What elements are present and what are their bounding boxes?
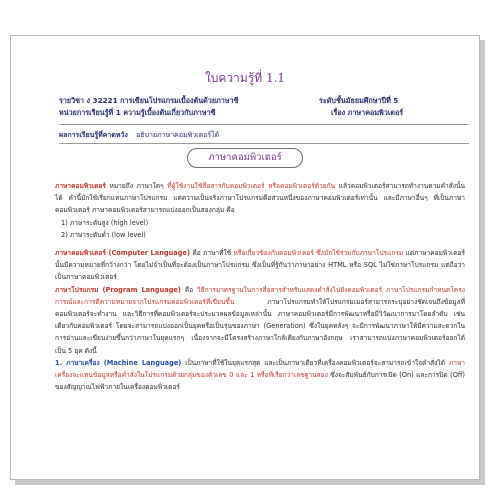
paragraph-text: ภาษาโปรแกรมทำให้โปรแกรมเมอร์สามารถระบุอย่างชัดเจนถึงข้อมูลที่คอมพิวเตอร์จะทำงาน และวิธีการที่คอมพิวเตอร์จะประมวลผลข้อมูลเหล่านั้น ภาษาคอมพิวเตอร์มีการพัฒนาหรือมีวิวัฒนาการมาโดยลำดับ เช่นเดียวกับคอมพิวเตอร์ โดยจะสามารถแบ่งออกเป็นยุคหรือเป็นรุ่นของภาษา (Generation) ซึ่งในยุคหลังๆ จะมีการพัฒนาภาษาให้มีความสะดวกในการอ่านและเขียนง่ายขึ้นกว่าภาษาในยุคแรกๆ เนื่องจากจะมีโครงสร้างภาษาใกล้เคียงกับภาษาอังกฤษ เราสามารถแบ่งภาษาคอมพิวเตอร์ออกได้เป็น 5 ยุค ดังนี้: [55, 297, 465, 355]
paragraph-definition: [33, 180, 465, 217]
document-sheet: [10, 35, 480, 480]
document-body: [33, 180, 465, 393]
paragraph-machine-language: [33, 357, 465, 394]
grade-level: ระดับชั้นมัธยมศึกษาปีที่ 5: [319, 96, 399, 105]
highlight-text: วิธีการมาตรฐานในการสื่อสารสำหรับแสดงคำสั่งไปยังคอมพิวเตอร์ ภาษาโปรแกรมกำหนดโครงการณ์และการตีความหมายจากโปรแกรมคอมพิวเตอร์ที่เขียนขึ้น: [55, 285, 465, 306]
paragraph-text: แต่ภาษาคอมพิวเตอร์นั้นมีความหมายที่กว้างกว่า โดยไม่จำเป็นที่จะต้องเป็นภาษาโปรแกรม ซึ่งเป็นที่รู้กันว่าภาษาอย่าง HTML หรือ SQL ไม่ใช่ภาษาโปรแกรม แต่ถือว่าเป็นภาษาคอมพิวเตอร์: [55, 249, 466, 282]
term-machine-language: 1. ภาษาเครื่อง (Machine Language): [55, 358, 182, 367]
term-computer-language: ภาษาคอมพิวเตอร์: [55, 182, 106, 190]
highlight-text: หรือเกี่ยวข้องกับคอมพิวเตอร์ ซึ่งมักใช้ร่วมกับภาษาโปรแกรม: [233, 249, 404, 258]
unit-row: [59, 108, 469, 119]
divider-top: [59, 124, 469, 125]
expected-outcome: [59, 130, 219, 141]
paragraph-computer-language: [33, 247, 465, 284]
list-item: 1) ภาษาระดับสูง (high level): [61, 218, 149, 227]
highlight-text: ที่ผู้ใช้งานใช้สื่อสารกับคอมพิวเตอร์ หรือคอมพิวเตอร์ด้วยกัน: [167, 182, 336, 190]
paragraph-text: เป็นภาษาที่ใช้ในยุคแรกสุด และเป็นภาษาเดียวที่เครื่องคอมพิวเตอร์จะสามารถเข้าใจคำสั่งได้: [181, 358, 449, 367]
paragraph-program-language: [33, 284, 465, 357]
document-title: ใบความรู้ที่ 1.1: [204, 71, 286, 85]
term-program-language: ภาษาโปรแกรม (Program Language): [55, 285, 181, 294]
expected-outcome-text: อธิบายภาษาคอมพิวเตอร์ได้: [136, 131, 220, 139]
subject-line: รายวิชา ง 32221 การเขียนโปรแกรมเบื้องต้นด้วยภาษาซี: [59, 96, 239, 105]
section-title: ภาษาคอมพิวเตอร์: [187, 148, 303, 168]
paragraph-text: แล้วคอมพิวเตอร์สามารถทำงานตามคำสั่งนั้นได้ คำนี้มักใช้เรียกแทนภาษาโปรแกรม แต่ความเป็นจริงภาษาโปรแกรมคือส่วนหนึ่งของภาษาคอมพิวเตอร์เท่านั้น และมีภาษาอื่นๆ ที่เป็นภาษาคอมพิวเตอร์ ภาษาคอมพิวเตอร์สามารถแบ่งออกเป็นสองกลุ่ม คือ: [55, 182, 465, 215]
paragraph-text: คือ: [180, 285, 197, 294]
expected-outcome-label: ผลการเรียนรู้ที่คาดหวัง: [59, 131, 128, 139]
list-item: 2) ภาษาระดับต่ำ (low level): [61, 230, 146, 239]
paragraph-text: ซึ่งจะสัมพันธ์กับการเปิด (On) และการปิด (Off) ของสัญญาณไฟฟ้าภายในเครื่องคอมพิวเตอร์: [55, 371, 466, 392]
term-computer-language-en: ภาษาคอมพิวเตอร์ (Computer Language): [55, 249, 190, 258]
highlight-text: ภาษาเครื่องจะแทนข้อมูลหรือคำสั่งในโปรแกรมด้วยกลุ่มของตัวเลข 0 และ 1 หรือที่เรียกว่าเลขฐานสอง: [55, 358, 465, 380]
topic-line: เรื่อง ภาษาคอมพิวเตอร์: [331, 108, 404, 117]
paragraph-text: หมายถึง ภาษาใดๆ: [105, 182, 168, 190]
paragraph-text: คือ ภาษาที่ใช้: [189, 249, 234, 258]
subject-row: [59, 96, 469, 107]
divider-bottom: [59, 143, 469, 144]
unit-line: หน่วยการเรียนรู้ที่ 1 ความรู้เบื้องต้นเกี่ยวกับภาษาซี: [59, 108, 216, 117]
